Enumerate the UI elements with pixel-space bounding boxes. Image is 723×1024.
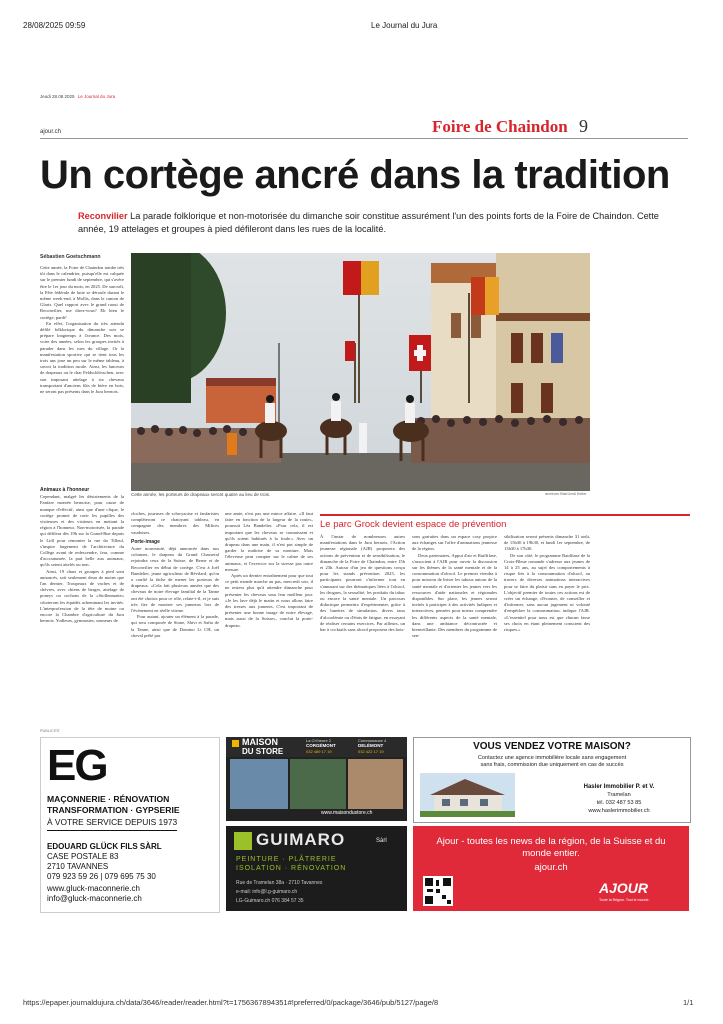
- guimaro-line-2: ISOLATION · RÉNOVATION: [236, 865, 347, 872]
- col2-paragraph-2: Autre nouveauté, déjà annoncée dans nos colonnes, le drapeau du Grand Chasseral rejoindra ceux de la Suisse, de Berne et de Reconvilier en début de cortège. C'est à Joël Bandelier, jeune agriculteur de Bévilard, qu'on a confié la tâche de mener les porteurs de drapeaux. «Cela fait plusieurs années que des chevaux de notre élevage familial de la Tanne ont été choisis pour ce rôle, relate-t-il, et je suis très fier de montrer ses jumeaux lors de l'événement en réelle vitrine.: [131, 546, 219, 614]
- box-column-1: [320, 534, 405, 769]
- store-photo-1: [230, 759, 288, 809]
- ad-ajour[interactable]: [413, 826, 689, 911]
- guimaro-address: Rue de Tramelan 38a · 2710 Tavannes: [236, 880, 323, 886]
- col1-paragraph-4: Ainsi, 19 chars et groupes à pied sont annoncés, soit seulement deux de moins que l'an dernier. Troupeaux de vaches et de chèvres, avec chiens de berger, attelage de poneys ou cochons de la «Stollenmatte» côtoieront les équidés acheminant les invités. L'interprofession de la tête de moine ou encore la Chambre d'agriculture du Jura bernois. Yodleurs, gymnastes, sonneurs de: [40, 568, 124, 624]
- date-line: [40, 94, 115, 99]
- eg-line-1: MAÇONNERIE · RÉNOVATION: [47, 794, 170, 804]
- house-tel: tél. 032 487 53 85: [596, 800, 642, 806]
- guimaro-suffix: Sàrl: [376, 838, 387, 844]
- house-town: Tramelan: [607, 792, 631, 798]
- store-logo-icon: [232, 740, 239, 747]
- col1-paragraph-1: Cette année, la Foire de Chaindon tombe très tôt dans le calendrier, puisqu'elle est calquée sur le premier lundi de septembre, qui s'avère être le 1er jour du mois, en 2025. De surcroît, la Fête fédérale de lutte se déroule durant le même week-end, à Mollis, dans le canton de Glaris. Quel rapport avec le grand raout de Reconvilier, me direz-vous? Eh bien le cortège, pardi!: [40, 265, 124, 320]
- guimaro-logo-icon: [234, 832, 252, 850]
- guimaro-email[interactable]: e-mail: info@l.g-guimaro.ch: [236, 889, 298, 895]
- box-paragraph-4: sibilisation seront présents dimanche 31 août, de 15h30 à 19h30, et lundi 1er septembre, de 13h30 à 17h30.: [504, 534, 590, 552]
- store-website[interactable]: www.maisondustore.ch: [321, 810, 373, 816]
- house-website[interactable]: www.haslerimmobilier.ch: [588, 808, 650, 814]
- guimaro-line-1: PEINTURE · PLÂTRERIE: [236, 856, 337, 863]
- house-agency: Hasler Immobilier P. et V.: [583, 784, 655, 790]
- eg-line-3: À VOTRE SERVICE DEPUIS 1973: [47, 817, 177, 831]
- store-brand-2: DU STORE: [242, 747, 284, 756]
- ajour-logo: AJOUR: [599, 880, 649, 896]
- col2-subheading: Porte-image: [131, 538, 160, 545]
- ad-gluck-maconnerie[interactable]: [40, 737, 220, 913]
- box-paragraph-1: À l'instar de nombreuses autres manifestations dans le Jura bernois, l'Action jeunesse régionale (AJR) proposera des actions de prévention et de sensibilisation, le dimanche de la Foire de Chaindon, entre 15h et 23h. Autour d'un jeu de questions conçu pour les stands prévention 2025, les participants pourront s'informer tout en s'amusant sur des thématiques liées à l'alcool, les drogues, la sexualité, les produits du tabac ou encore la santé mentale. Un parcours didactique permettra d'expérimenter, grâce à des lunettes de simulation, divers taux d'alcoolémie ou d'états de fatigue, en essayant de réaliser certains exercices. Par ailleurs, un bar à cocktails sans alcool proposera des bois-: [320, 534, 405, 633]
- parade-photo: [131, 253, 590, 491]
- site-label: ajour.ch: [40, 129, 62, 135]
- guimaro-brand: GUIMARO: [256, 830, 346, 849]
- section-title: Foire de Chaindon: [432, 117, 568, 136]
- house-photo: [420, 773, 515, 817]
- ad-hasler-immobilier[interactable]: [413, 737, 691, 823]
- store-loc1: La Ch'heure 2: [306, 738, 332, 743]
- col1-subheading: Animaux à l'honneur: [40, 487, 90, 493]
- photo-caption: Cette année, les porteurs de drapeaux seront quatre au lieu de trois.: [131, 492, 271, 497]
- ajour-site[interactable]: ajour.ch: [534, 862, 568, 873]
- ajour-text: Ajour - toutes les news de la région, de la Suisse et du monde entier.: [436, 836, 666, 859]
- store-loc2: Communance 4: [358, 738, 387, 743]
- box-column-3: [504, 534, 590, 769]
- print-page-title: Le Journal du Jura: [371, 21, 438, 30]
- col1-paragraph-3: Cependant, malgré les désistements de la Fanfare montée bernoise, pour cause de manque d'effectif, ainsi que d'une clique, le cortège promet de ravir les pupilles des visiteuses et des visiteurs en mettant la région à l'honneur. Non-motorisée, la parade qui défilera dès 19h sur la Grand-Rue depuis le Lidl pour remonter la rue du Tilleul, s'inspire largement de l'architecture du Collège avant de redescendre, fera, comme d'accoutumée, la part belle aux animaux, qu'ils soient attelés ou non.: [40, 494, 124, 568]
- author-byline: Sébastien Goetschmann: [40, 254, 101, 260]
- col1-paragraph-2: En effet, l'organisation du très attendu défilé folklorique du dimanche soir se prépare longtemps à l'avance. Des mois, voire des années, selon les groupes invités à parader dans les rues du village. Or la manifestation sportive qui se tient tous les trois ans joue un peu sur le même tableau, à savoir la tradition rurale. Ainsi, les lanceurs de drapeaux ou le char Feldschlösschen, avec son imposant attelage à six chevaux transportant d'anciens fûts de bière en bois, ne seront pas présents dans le Jura bernois.: [40, 320, 124, 395]
- eg-email[interactable]: info@gluck-maconnerie.ch: [47, 894, 142, 903]
- eg-logo: EG: [47, 741, 107, 790]
- house-title: VOUS VENDEZ VOTRE MAISON?: [473, 741, 631, 752]
- col3-paragraph-1: une amie, n'est pas une mince affaire. «Il faut faire en fonction de la largeur de la route», poursuit Léa Bandelier. «Pour cela, il est important que les chevaux se connaissent et qu'ils soient habitués à la foule.» Avec un drapeau dans une main, il n'est pas simple de garder la maîtrise de sa monture. Mais l'éleveuse peut compter sur le calme de ses animaux, et l'exercice sur la stresse pas outre mesure.: [225, 511, 313, 572]
- store-brand-1: MAISON: [242, 737, 278, 747]
- eg-phones: 079 923 59 26 | 079 695 75 30: [47, 872, 156, 881]
- store-phone1: 032 489 17 19: [306, 749, 332, 754]
- store-photo-2: [290, 759, 346, 809]
- house-text-2: sans frais, commission due uniquement en cas de succès: [480, 762, 624, 768]
- eg-line-2: TRANSFORMATION · GYPSERIE: [47, 805, 180, 815]
- print-datetime: 28/08/2025 09:59: [23, 21, 86, 30]
- parade-scene-image: [131, 253, 590, 491]
- print-page-count: 1/1: [683, 998, 694, 1007]
- box-column-2: [412, 534, 497, 769]
- headline: Un cortège ancré dans la tradition: [40, 153, 670, 197]
- ad-maison-du-store[interactable]: [226, 737, 407, 821]
- lead-place: Reconvilier: [78, 211, 128, 221]
- issue-date: Jeudi 28.08.2025: [40, 94, 75, 99]
- lead-text: La parade folklorique et non-motorisée du dimanche soir constitue assurément l'un des points forts de la Foire de Chaindon. Cette année, 19 attelages et groupes à pied défileront dans les rues de la localité.: [78, 211, 659, 234]
- page-number: 9: [579, 116, 588, 136]
- eg-address-2: 2710 TAVANNES: [47, 862, 109, 871]
- guimaro-contact: LG-Guimaro.ch 076 384 57 35: [236, 898, 304, 904]
- column-3: [225, 511, 313, 767]
- store-phone2: 032 422 17 19: [358, 749, 384, 754]
- ad-guimaro[interactable]: [226, 826, 407, 911]
- lead-paragraph: [78, 210, 688, 235]
- eg-address-1: CASE POSTALE 83: [47, 852, 119, 861]
- box-rule: [320, 514, 690, 516]
- box-paragraph-3: Deux partenaires, Appui d'air et Raiffifase, s'associent à l'AJR pour ouvrir la discussion sur les thèmes de la santé mentale et de la consommation d'alcool. Le premier viendra à pour mission de briser les tabous autour de la santé mentale et d'orienter les jeunes vers les ressources d'aide nationales et régionales disponibles. Sur place, les jeunes seront invités à participer à des activités ludiques et interactives, pensées pour mieux comprendre les différents aspects de la santé mentale, dans une ambiance décontractée et bienveillante. Des membres du programme de sen-: [412, 552, 497, 639]
- eg-website[interactable]: www.gluck-maconnerie.ch: [47, 884, 140, 893]
- store-loc2-town: DELÉMONT: [358, 743, 384, 748]
- eg-company: EDOUARD GLÜCK FILS SÀRL: [47, 842, 162, 851]
- ads-label: PUBLICITÉ: [40, 729, 60, 733]
- header-rule: [40, 138, 688, 139]
- box-paragraph-2: sons gratuites dans un espace cosy propice aux échanges sur l'offre d'animations jeunesse de la région.: [412, 534, 497, 552]
- photo-credit: archives Bist/Jordi Keller: [545, 492, 587, 496]
- paper-brand: Le Journal du Jura: [77, 94, 116, 99]
- box-paragraph-5: De son côté, le programme Raidfiase de la Croix-Bleue romande s'adresse aux jeunes de 14 à 25 ans, au sujet des comportements à risque liés à la consommation d'alcool, au travers de diverses animations interactives pour se faire du plaisir sans en payer le prix. L'objectif premier de toutes ces actions est de créer un échange, d'écouter, de conseiller et d'informer, sans aucun jugement ni volonté d'empêcher la consommation, indique l'AJR. «L'essentiel pour nous est que chacun fasse ses choix en étant pleinement conscient des risques.»: [504, 552, 590, 633]
- column-1: [40, 265, 124, 487]
- col3-paragraph-2: Après un dernier entraînement pour que tout ce petit monde marche au pas, mercredi soir, il ne restera plus qu'à attendre dimanche pour présenter les chevaux sous leur meilleur jour. «Je les lave déjà le matin et nous allons faire des tresses aux juments. C'est important de présenter une bonne image de notre élevage, mais aussi de la Suisse», conclut la porte-drapeau.: [225, 573, 313, 628]
- col2-paragraph-1: cloches, joueuses de schwyzoise et fanfaristes compléteront ce chatoyant tableau, en compagnie des membres des Milices vaudoises.: [131, 511, 219, 535]
- box-title: Le parc Grock devient espace de prévention: [320, 519, 507, 530]
- house-text-1: Contactez une agence immobilière locale sans engagement: [477, 755, 627, 761]
- column-1-lower: [40, 487, 124, 767]
- qr-code-icon: [423, 876, 453, 906]
- store-photo-3: [348, 759, 403, 809]
- print-url[interactable]: https://epaper.journaldujura.ch/data/3646/reader/reader.html?t=1756367894351#!preferred/0/package/3646/pub/5127/page/8: [23, 998, 439, 1007]
- col2-paragraph-3: Pour autant, ajouter un élément à la parade, qui sera composée de Stone, Shivi et Safta de la Tanne, ainsi que de Domino Li CH, un cheval prêté par: [131, 614, 219, 638]
- ajour-tagline: Toute la Région. Tout le monde.: [599, 898, 650, 902]
- column-2: [131, 511, 219, 767]
- store-loc1-town: CORGÉMONT: [306, 743, 336, 748]
